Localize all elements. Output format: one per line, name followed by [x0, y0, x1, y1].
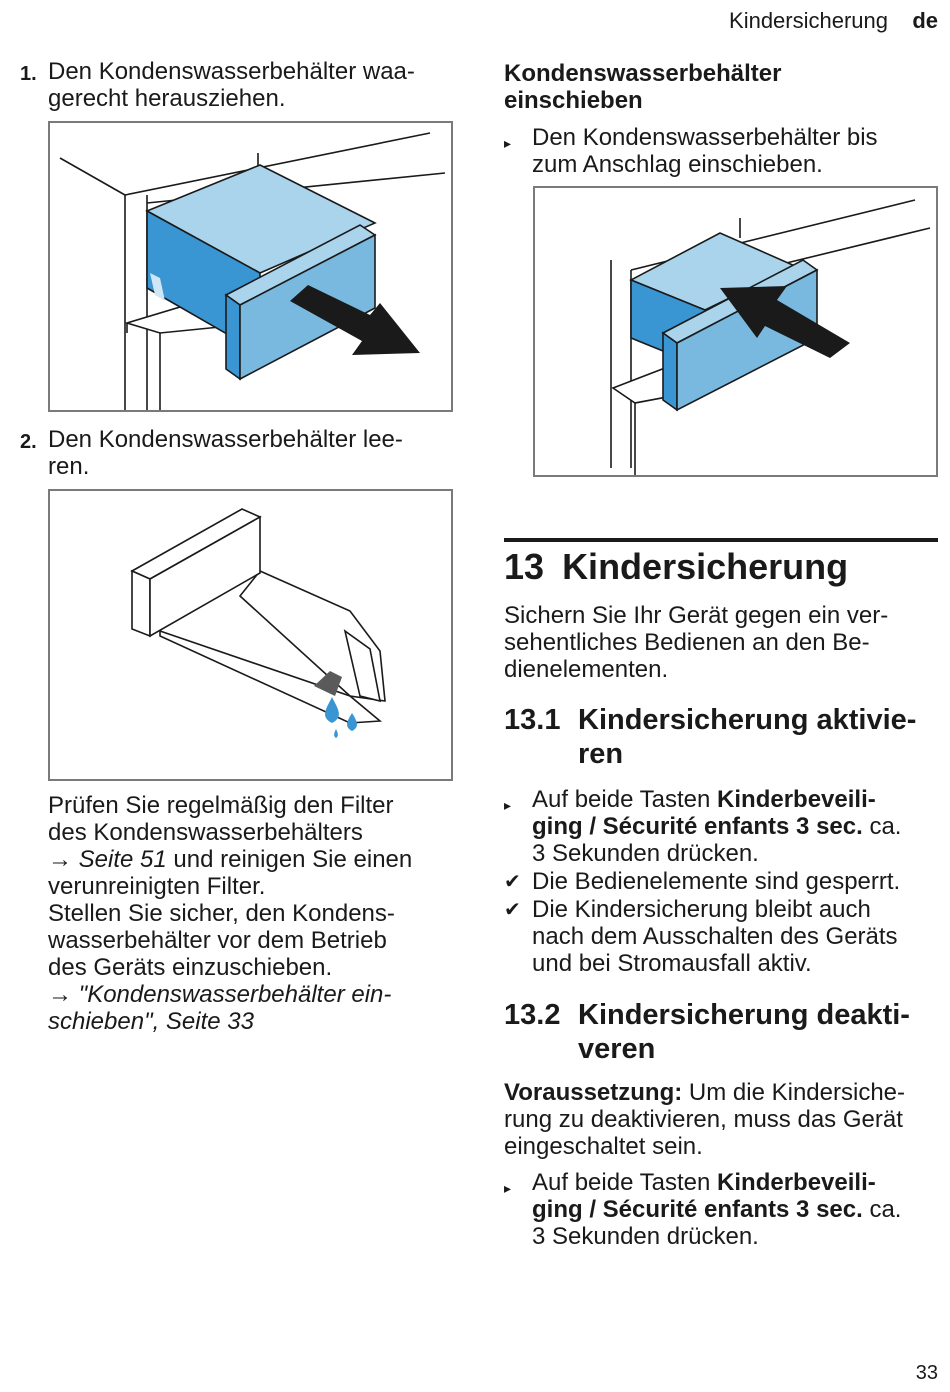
step-text-line: Den Kondenswasserbehälter lee-: [48, 426, 403, 453]
step-text-line: ren.: [48, 453, 90, 480]
section-number: 13: [504, 546, 545, 587]
section-heading: [504, 546, 938, 588]
bullet-icon: ▸: [504, 1180, 512, 1196]
step-2: [20, 426, 450, 482]
prerequisite-label: Voraussetzung:: [504, 1079, 683, 1106]
note-line: Stellen Sie sicher, den Kondens-: [48, 900, 395, 927]
section-title: Kindersicherung: [562, 546, 849, 587]
cross-reference-link[interactable]: → Seite 51: [48, 846, 167, 873]
checkmark-icon: ✔: [504, 871, 521, 893]
note-line: verunreinigten Filter.: [48, 873, 266, 900]
step-number: 2.: [20, 431, 37, 453]
section-rule: [504, 538, 938, 542]
insert-step: ▸ Den Kondenswasserbehälter bis zum Anschlag einschieben.: [504, 124, 878, 178]
prerequisite-paragraph: Voraussetzung: Um die Kindersiche- rung zu deaktivieren, muss das Gerät eingeschaltet sein.: [504, 1079, 905, 1160]
section-intro: Sichern Sie Ihr Gerät gegen ein ver- sehentliches Bedienen an den Be- dienelementen.: [504, 602, 889, 683]
subheading-insert-tank: Kondenswasserbehälter einschieben: [504, 60, 782, 114]
bullet-icon: ▸: [504, 797, 512, 813]
result-item: ✔ Die Kindersicherung bleibt auch nach dem Ausschalten des Geräts und bei Stromausfall aktiv.: [504, 896, 898, 977]
note-paragraph: [48, 792, 458, 1035]
checkmark-icon: ✔: [504, 899, 521, 921]
subsection-title: ren: [578, 738, 624, 770]
note-line: des Kondenswasserbehälters: [48, 819, 363, 846]
figure-empty-tank: [48, 489, 453, 781]
button-label: ging / Sécurité enfants 3 sec.: [532, 1196, 863, 1223]
figure-insert-tank: [533, 186, 938, 477]
step-1: [20, 58, 450, 114]
subsection-number: 13.2: [504, 999, 561, 1031]
subsection-title: Kindersicherung deakti-: [578, 999, 910, 1031]
subsection-13-2-heading: [504, 998, 938, 1068]
step-text-line: Den Kondenswasserbehälter waa-: [48, 58, 415, 85]
activate-step: ▸ Auf beide Tasten Kinderbeveili- ging / Sécurité enfants 3 sec. ca. 3 Sekunden drücken.: [504, 786, 902, 867]
subsection-number: 13.1: [504, 704, 561, 736]
illustration-empty: [50, 491, 451, 779]
deactivate-step: ▸ Auf beide Tasten Kinderbeveili- ging / Sécurité enfants 3 sec. ca. 3 Sekunden drücken.: [504, 1169, 902, 1250]
cross-reference-link[interactable]: → "Kondenswasserbehälter ein-: [48, 981, 392, 1008]
subsection-13-1-heading: [504, 703, 938, 773]
illustration-insert: [535, 188, 936, 475]
subsection-title: Kindersicherung aktivie-: [578, 704, 917, 736]
note-line: Prüfen Sie regelmäßig den Filter: [48, 792, 394, 819]
note-line: wasserbehälter vor dem Betrieb: [48, 927, 387, 954]
cross-reference-link[interactable]: schieben", Seite 33: [48, 1008, 254, 1035]
subsection-title: veren: [578, 1033, 656, 1065]
illustration-pull-out: [50, 123, 451, 410]
running-header-title: Kindersicherung: [729, 8, 888, 33]
button-label: Kinderbeveili-: [717, 786, 876, 813]
page-number: 33: [915, 1362, 938, 1384]
result-item: ✔ Die Bedienelemente sind gesperrt.: [504, 868, 901, 895]
button-label: ging / Sécurité enfants 3 sec.: [532, 813, 863, 840]
note-line: des Geräts einzuschieben.: [48, 954, 333, 981]
step-text-line: gerecht herausziehen.: [48, 85, 286, 112]
figure-pull-out-tank: [48, 121, 453, 412]
step-number: 1.: [20, 63, 37, 85]
bullet-icon: ▸: [504, 135, 512, 151]
language-code: de: [912, 8, 938, 33]
note-line: → Seite 51 und reinigen Sie einen: [48, 846, 413, 873]
button-label: Kinderbeveili-: [717, 1169, 876, 1196]
